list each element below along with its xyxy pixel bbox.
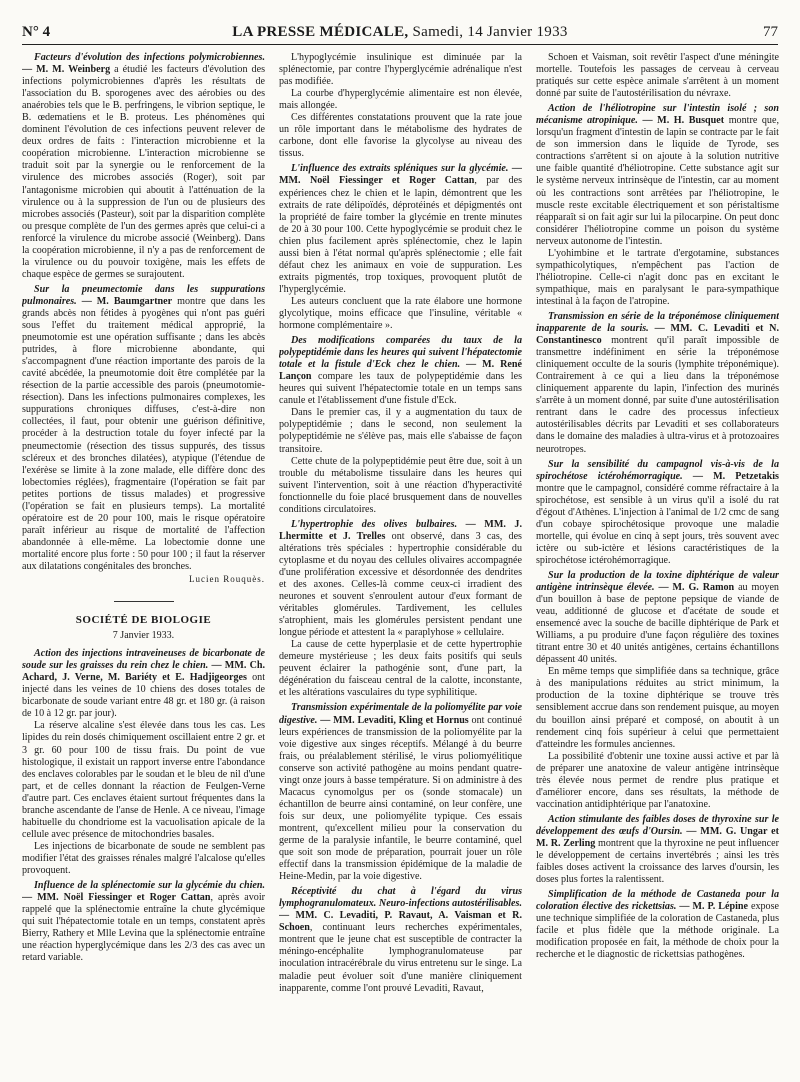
article-polymicrobial bbox=[22, 52, 265, 281]
article-title: Sur la production de la toxine diphtérique de valeur antigène intrinsèque élevée. bbox=[536, 569, 779, 594]
article-title: Sur la pneumectomie dans les suppurations pulmonaires. bbox=[22, 283, 265, 307]
article-authors: — M. René Lançon bbox=[279, 359, 522, 383]
article-paragraph: La possibilité d'obtenir une toxine aussi active et par là de préparer une anatoxine de valeur antigène intrinsèque très élevée nous permet de rendre plus pratique et d'améliorer encore, dans ses résultats, la méthode de vaccination antidiphtérique par l'anatoxine. bbox=[536, 750, 779, 810]
article-heliotropine bbox=[536, 103, 779, 308]
article-title: Réceptivité du chat à l'égard du virus lymphogranulomateux. Neuro-infections autostérilisables. bbox=[279, 886, 522, 910]
article-body: expose une technique simplifiée de la coloration de Castaneda, plus facile et plus fidèle que la méthode originale. La modification proposée en fait, la méthode de choix pour la recherche et le diagnostic de rickettsias pathogènes. bbox=[536, 901, 779, 961]
society-heading: SOCIÉTÉ DE BIOLOGIE bbox=[75, 614, 212, 627]
article-authors: — MM. Noël Fiessinger et Roger Cattan bbox=[22, 892, 211, 904]
article-authors: — MM. Ch. Achard, J. Verne, M. Bariéty et E. Hadjigeorges bbox=[22, 660, 265, 684]
article-title: Simplification de la méthode de Castaneda pour la coloration élective des rickettsias. bbox=[536, 889, 779, 913]
article-authors: — M. Baumgartner bbox=[76, 295, 173, 307]
article-authors: — M. M. Weinberg bbox=[22, 64, 111, 76]
article-body: , continuant leurs recherches expérimentales, montrent que le jeune chat est susceptible de contracter la méningo-encéphalite lymphogranulomateuse par inoculation intracérébrale du virus entretenu sur le singe. La maladie peut évoluer soit d'une manière cliniquement inapparente, comme l'ont prouvé Levaditi, Ravaut, bbox=[279, 922, 522, 994]
article-paragraph: La courbe d'hyperglycémie alimentaire est non élevée, mais allongée. bbox=[279, 88, 522, 112]
article-body: au moyen d'un bouillon à base de peptone pepsique de viande de veau, additionné de glucose et d'acétate de soude et ensemencé avec la souche de bacille diphtérique de Park et Williams, a pu produire d'une façon régulière des toxines titrant entre 30 et 40 unités antigènes, certains échantillons dépassent 40 unités. bbox=[536, 582, 779, 666]
article-castaneda bbox=[536, 889, 779, 961]
article-paragraph: Les auteurs concluent que la rate élabore une hormone glycolytique, moins efficace que l'insuline, véritable « hormone complémentaire ». bbox=[279, 295, 522, 332]
article-body: compare les taux de polypeptidémie dans les heures qui suivent l'hépatectomie totale en un temps sans canule et l'établissement d'une fistule d'Eck. bbox=[279, 371, 522, 407]
article-title: Transmission expérimentale de la poliomyélite par voie digestive. bbox=[279, 702, 522, 726]
article-thyroxine bbox=[536, 814, 779, 886]
page-number: 77 bbox=[763, 24, 778, 40]
article-lymphogranuloma bbox=[279, 886, 522, 994]
article-title: L'influence des extraits spléniques sur la glycémie. bbox=[291, 163, 509, 175]
article-title: Action de l'héliotropine sur l'intestin isolé ; son mécanisme atropinique. bbox=[536, 103, 779, 127]
article-authors: — MM. G. Ungar et M. R. Zerling bbox=[536, 825, 779, 849]
article-paragraph: Les injections de bicarbonate de soude ne semblent pas modifier l'état des graisses rénales malgré l'alcalose qu'elles provoquent. bbox=[22, 840, 265, 876]
journal-title bbox=[162, 24, 638, 41]
article-authors: — MM. Noël Fiessinger et Roger Cattan bbox=[279, 163, 522, 187]
page-header bbox=[22, 24, 778, 45]
article-body: montrent que la thyroxine ne peut influencer le développement de certains invertébrés ; ainsi les très faibles doses activent la croissance des larves d'oursin, les doses plus fortes la ralentissent. bbox=[536, 838, 779, 886]
article-paragraph: La cause de cette hyperplasie et de cette hypertrophie demeure mystérieuse ; les deux faits positifs qui seuls peuvent éclairer la pathogénie sont, d'une part, la dégénération du faisceau central de la calotte, inconstante, et les altérations vasculaires du type syphilitique. bbox=[279, 639, 522, 699]
section-divider bbox=[114, 601, 174, 602]
article-body: ont observé, dans 3 cas, des altérations très spéciales : hypertrophie considérable du cytoplasme et du noyau des cellules olivaires accompagnée d'une prolifération excessive et désordonnée des dendrites et des axones. Celles-là comme ceux-ci irradient des neurones et souvent s'enroulent autour d'eux formant de véritables glomérules. Tardivement, les cellules s'atrophient, mais les glomérules persistent pendant une longue période et attestent la « paraplyhose » cellulaire. bbox=[279, 530, 522, 639]
article-authors: — M. G. Ramon bbox=[654, 582, 735, 594]
article-authors: — MM. C. Levaditi, P. Ravaut, A. Vaisman et R. Schoen bbox=[279, 910, 522, 934]
article-authors: — MM. C. Levaditi et N. Constantinesco bbox=[536, 323, 779, 347]
society-date: 7 Janvier 1933. bbox=[112, 630, 175, 642]
article-diphtheria bbox=[536, 570, 779, 811]
article-body: montre que, lorsqu'un fragment d'intestin de lapin se contracte par le fait de son immersion dans le liquide de Tyrode, ses contractions s'arrêtent si on ajoute à la solution nutritive une faible quantité d'héliotropine. Cette substance agit sur le système nerveux intrinsèque de l'intestin, car au moment où les contractions sont arrêtées par l'héliotropine, le muscle reste excitable électriquement et son péristaltisme réapparaît si on fait agir sur lui la pilocarpine. On peut donc considérer l'héliotropine comme un poison du système nerveux autonome de l'intestin. bbox=[536, 115, 779, 247]
article-body: , par des expériences chez le chien et le lapin, démontrent que les extraits de rate délipoïdés, déprotéinés et dépigmentés ont la propriété de faire tomber la glycémie en trente minutes de 20 à 30 pour 100. Cette hypoglycémie se produit chez le chien plus facilement après splénectomie, chez le lapin aussi bien à l'état normal qu'après splénectomie ; elle fait défaut chez les animaux en voie de suppuration. Les extraits pigmentés, trop toxiques, provoquent plutôt de l'hyperglycémie. bbox=[279, 175, 522, 295]
author-signature: Lucien Rouquès. bbox=[189, 574, 265, 585]
article-title: Influence de la splénectomie sur la glycémie du chien. bbox=[34, 880, 265, 892]
article-title: Action stimulante des faibles doses de thyroxine sur le développement des œufs d'Oursin. bbox=[536, 813, 779, 837]
article-body: ont continué leurs expériences de transmission de la poliomyélite par la voie digestive aux singes réceptifs. Mélangé à du beurre frais, ou préalablement stérilisé, le virus poliomyélitique conserve son activité pathogène au moins pendant quatre-vingt onze jours à basse température. Si on administre à des Macacus cynomolgus per os (sonde stomacale) un échantillon de beurre ainsi contaminé, on leur confère, une fois sur deux, une poliomyélite typique. Ces essais montrent, qu'excellent milieu pour la conservation du germe de la paralysie infantile, le beurre contaminé, quel que soit son mode de préparation, pourrait jouer un rôle effectif dans la transmission épidémique de la maladie de Heine-Medin, par la voie digestive. bbox=[279, 714, 522, 883]
article-splenic-extracts bbox=[279, 163, 522, 332]
article-authors: — MM. J. Lhermitte et J. Trelles bbox=[279, 518, 522, 542]
article-authors: — M. H. Busquet bbox=[637, 115, 725, 127]
article-authors: — M. Petzetakis bbox=[682, 470, 779, 482]
article-title: Facteurs d'évolution des infections polymicrobiennes. bbox=[34, 52, 265, 63]
article-title: Transmission en série de la tréponémose cliniquement inapparente de la souris. bbox=[536, 310, 779, 335]
article-paragraph: L'yohimbine et le tartrate d'ergotamine, substances sympathicolytiques, n'empêchent pas l'action de l'héliotropine. Celle-ci n'agit donc pas en excitant le sympathique, mais en paralysant le para-sympathique intestinal à la façon de l'atropine. bbox=[536, 247, 779, 307]
article-campagnol bbox=[536, 459, 779, 567]
article-title: L'hypertrophie des olives bulbaires. bbox=[291, 518, 458, 530]
column-2 bbox=[279, 52, 522, 1064]
article-bicarbonate bbox=[22, 648, 265, 877]
article-body: a étudié les facteurs d'évolution des infections polymicrobiennes d'après les résultats de l'association du B. sporogenes avec des aérobies ou des anaérobies tels que le B. perfringens, le vibrion septique, le B. œdematiens et le B. proteus. Les phénomènes qui dominent l'évolution de ces infections peuvent relever de deux ordres de faits : l'interaction microbienne et la coopération microbienne. L'interaction microbienne se traduit soit par la synergie ou le renforcement de la virulence des microbes associés (Roger), soit par l'antagonisme microbien qui aboutit à l'atténuation de la virulence ou à la suppression de l'un ou de plusieurs des microbes associés (Pasteur), soit par la disparition complète ou presque complète de l'un des germes après que celui-ci a renforcé la virulence du microbe associé (Weinberg). Dans la coopération microbienne, il n'y a pas de renforcement de la virulence ou du pouvoir toxigène, mais les effets de chaque espèce de germes se surajoutent. bbox=[22, 64, 265, 280]
article-title: Action des injections intraveineuses de bicarbonate de soude sur les graisses du rein chez le chien. bbox=[22, 648, 265, 672]
article-title: Des modifications comparées du taux de la polypeptidémie dans les heures qui suivent l'hépatectomie totale et la fistule d'Eck chez le chien. bbox=[279, 335, 522, 371]
article-splenectomy bbox=[22, 880, 265, 964]
column-1 bbox=[22, 52, 265, 1064]
column-3 bbox=[536, 52, 779, 1064]
article-paragraph: Cette chute de la polypeptidémie peut être due, soit à un trouble du métabolisme tissulaire dans les heures qui suivent l'intervention, soit à une réaction d'hyperactivité fonctionnelle du foie placé brusquement dans de nouvelles conditions circulatoires. bbox=[279, 455, 522, 515]
article-paragraph: L'hypoglycémie insulinique est diminuée par la splénectomie, par contre l'hyperglycémie adrénalique n'est pas modifiée. bbox=[279, 52, 522, 88]
article-pneumectomy bbox=[22, 284, 265, 573]
article-poliomyelitis bbox=[279, 702, 522, 883]
article-title: Sur la sensibilité du campagnol vis-à-vis de la spirochétose ictérohémorragique. bbox=[536, 458, 779, 482]
article-paragraph: Schoen et Vaisman, soit revêtir l'aspect d'une méningite mortelle. Toutefois les passages de cerveau à cerveau pratiqués sur cette espèce animale s'arrêtent à un moment donné par suite de l'autostérilisation du névraxe. bbox=[536, 52, 779, 100]
article-paragraph: La réserve alcaline s'est élevée dans tous les cas. Les lipides du rein dosés chimiquement oscillaient entre 2 gr. et 3 gr. 60 pour 100 de tissu frais. Du point de vue histologique, il existait un rapport inverse entre l'abondance des enclaves colorables par le soudan et le bleu de nil d'une part, et de celles donnant la réaction de Feulgen-Verne d'autre part. Ces enclaves étaient surtout fréquentes dans la branche ascendante de l'anse de Henle. A ce niveau, l'image habituelle du chondriome est la vacuolisation apicale de la cellule avec présence de mitochondries basales. bbox=[22, 720, 265, 840]
article-body: , après avoir rappelé que la splénectomie entraîne la chute glycémique qui suit l'hépatectomie totale en un temps, constatent après Bierry, Rathery et Mlle Levina que la splénectomie entraîne une réaction hyperglycémique dans les 2/3 des cas avec un retard variable. bbox=[22, 892, 265, 964]
article-body: montrent qu'il paraît impossible de transmettre indéfiniment en série la tréponémose cliniquement occulte de la souris (lymphite tréponémique). Contrairement à ce qui a lieu dans la tréponémose cliniquement apparente du lapin, l'infection des murinés s'arrête à un moment donné, par suite d'une autostérilisation rentrant dans le cadre des processus infectieux autostérilisables décrits par Levaditi et ses collaborateurs dans le domaine des maladies à ultra-virus et à protozoaires neurotropes. bbox=[536, 335, 779, 455]
article-polypeptidemia bbox=[279, 335, 522, 516]
issue-number: N° 4 bbox=[22, 24, 51, 40]
journal-name: LA PRESSE MÉDICALE, bbox=[232, 24, 409, 40]
article-treponemosis bbox=[536, 311, 779, 456]
article-olives bbox=[279, 519, 522, 700]
issue-date: Samedi, 14 Janvier 1933 bbox=[408, 24, 568, 40]
article-paragraph: Dans le premier cas, il y a augmentation du taux de polypeptidémie ; dans le second, non seulement la polypeptidémie ne s'élève pas, mais elle s'abaisse de façon transitoire. bbox=[279, 407, 522, 455]
article-body: montre que dans les grands abcès non fétides à pyogènes qui n'ont pas guéri sous l'effet du traitement médical approprié, la pneumotomie est une opération suffisante ; dans les abcès putrides, à flore microbienne abondante, qui s'accompagnent d'une réaction importante des parois de la cavité abcédée, la pneumotomie doit être complétée par la résection de la partie accessible des parois (pneumotomie-résection). Dans les infections pulmonaires complexes, les suppurations chroniques diffuses, c'est-à-dire non collectées, il faut, pour obtenir une guérison définitive, procéder à la destruction totale du foyer infecté par la pneumectomie (résection des tissus suppurés, des tissus scléreux et des bronches dilatées), atypique (l'étendue de l'exérèse se limite à la zone malade, elle diffère donc des lobectomies réglées), fragmentaire (l'opération se fait par petites portions de tissus malades) et progressive (l'opération se fait en plusieurs temps). La mortalité opératoire est de 20 pour 100, mais le risque opératoire paraît inférieur au risque de mortalité de l'affection abandonnée à elle-même. La lobectomie donne une mortalité encore plus forte : 50 pour 100 ; il faut la réserver aux dilatations congénitales des bronches. bbox=[22, 295, 265, 572]
article-body: montre que le campagnol, considéré comme réfractaire à la spirochétose, est sensible à un virus qu'il a isolé du rat d'égout d'Athènes. L'injection à l'animal de 1/2 cmc de sang d'un cobaye spirochétosique provoque une maladie mortelle, qui évolue en cinq à sept jours, très souvent avec ictère ou sub-ictère et lésions caractéristiques de la spirochétose ictérohémorragique. bbox=[536, 482, 779, 566]
article-paragraph: En même temps que simplifiée dans sa technique, grâce à des manipulations réduites au strict minimum, la production de la toxine diphtérique se trouve très sensiblement accrue dans son rendement puisque, au moyen du bouillon ainsi préparé et composé, on aboutit à un rendement cinq fois supérieur à celui que permettaient d'atteindre les formules anciennes. bbox=[536, 666, 779, 750]
article-columns bbox=[22, 52, 780, 1064]
article-body: ont injecté dans les veines de 10 chiens des doses totales de bicarbonate de soude variant entre 48 gr. et 180 gr. (à raison de 10 à 12 gr. par jour). bbox=[22, 672, 265, 720]
article-authors: — M. P. Lépine bbox=[676, 901, 748, 913]
article-paragraph: Ces différentes constatations prouvent que la rate joue un rôle important dans le métabolisme des hydrates de carbone, dont elle favorise la glycolyse au niveau des tissus. bbox=[279, 112, 522, 160]
article-authors: — MM. Levaditi, Kling et Hornus bbox=[317, 714, 469, 726]
